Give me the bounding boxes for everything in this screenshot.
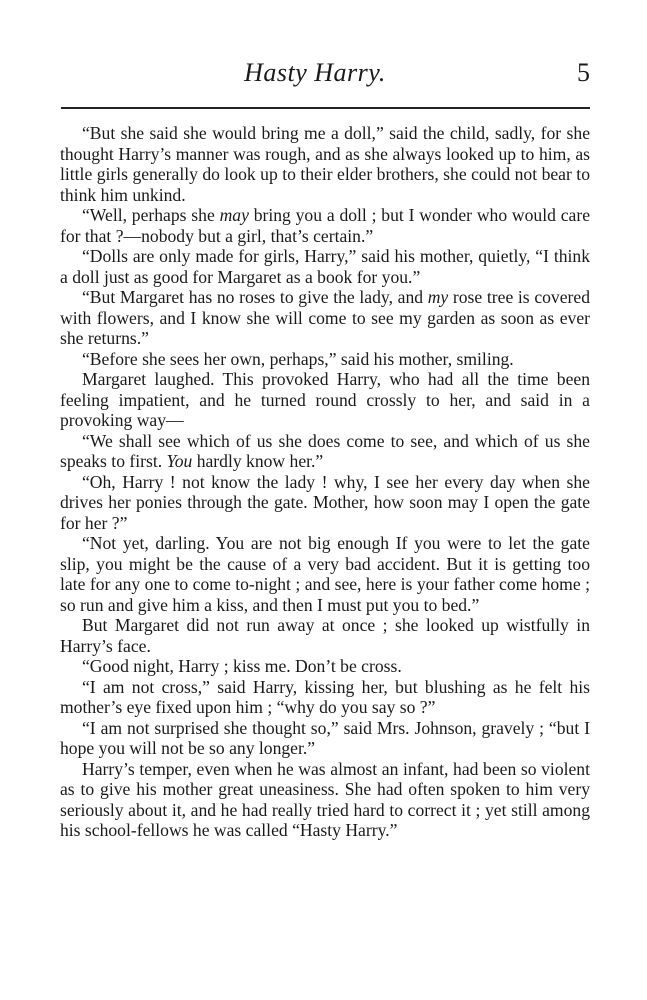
paragraph-2 xyxy=(60,205,590,246)
paragraph-13-text: “I am not surprised she thought so,” said Mrs. Johnson, gravely ; “but I hope you will not be so any longer.” xyxy=(60,717,590,758)
paragraph-4 xyxy=(60,287,590,349)
paragraph-7 xyxy=(60,431,590,472)
paragraph-13 xyxy=(60,718,590,759)
paragraph-6-text: Margaret laughed. This provoked Harry, who had all the time been feeling impatient, and he turned round crossly to her, and said in a provoking way— xyxy=(60,369,590,430)
page-number: 5 xyxy=(577,58,590,87)
paragraph-5 xyxy=(60,349,590,370)
paragraph-2-text-a: “Well, perhaps she xyxy=(82,205,220,225)
paragraph-10 xyxy=(60,615,590,656)
page-header xyxy=(60,56,590,96)
paragraph-14-text: Harry’s temper, even when he was almost an infant, had been so violent as to give his mother great uneasiness. She had often spoken to him very seriously about it, and he had really tried hard to correct it ; yet still among his school-fellows he was called “Hasty Harry.” xyxy=(60,758,590,840)
paragraph-4-text-b: rose tree is covered with flowers, and I know she will come to see my garden as soon as ever she returns.” xyxy=(60,287,591,348)
paragraph-11 xyxy=(60,656,590,677)
paragraph-7-emphasis: You xyxy=(166,451,193,471)
paragraph-11-text: “Good night, Harry ; kiss me. Don’t be cross. xyxy=(82,656,402,676)
paragraph-4-text-a: “But Margaret has no roses to give the lady, and xyxy=(82,287,428,307)
paragraph-7-text-b: hardly know her.” xyxy=(192,451,324,471)
paragraph-12-text: “I am not cross,” said Harry, kissing her, but blushing as he felt his mother’s eye fixed upon him ; “why do you say so ?” xyxy=(60,676,590,717)
paragraph-3 xyxy=(60,246,590,287)
paragraph-9-text: “Not yet, darling. You are not big enough If you were to let the gate slip, you might be the cause of a very bad accident. But it is getting too late for any one to come to-night ; and see, here is your father come home ; so run and give him a kiss, and then I must put you to bed.” xyxy=(60,533,590,615)
paragraph-2-emphasis: may xyxy=(219,205,249,225)
paragraph-1 xyxy=(60,123,590,205)
paragraph-10-text: But Margaret did not run away at once ; she looked up wistfully in Harry’s face. xyxy=(60,615,590,656)
header-rule xyxy=(61,107,590,109)
paragraph-3-text: “Dolls are only made for girls, Harry,” said his mother, quietly, “I think a doll just as good for Margaret as a book for you.” xyxy=(60,246,590,287)
paragraph-9 xyxy=(60,533,590,615)
paragraph-6 xyxy=(60,369,590,431)
body-text xyxy=(60,123,590,841)
paragraph-4-emphasis: my xyxy=(427,287,449,307)
paragraph-1-text: “But she said she would bring me a doll,” said the child, sadly, for she thought Harry’s manner was rough, and as she always looked up to him, as little girls generally do look up to their elder brothers, she could not bear to think him unkind. xyxy=(60,123,590,205)
paragraph-7-text-a: “We shall see which of us she does come to see, and which of us she speaks to first. xyxy=(60,430,590,471)
paragraph-5-text: “Before she sees her own, perhaps,” said his mother, smiling. xyxy=(82,348,514,369)
running-title: Hasty Harry. xyxy=(244,58,386,87)
paragraph-14 xyxy=(60,759,590,841)
paragraph-2-text-b: bring you a doll ; but I wonder who would care for that ?—nobody but a girl, that’s certain.” xyxy=(60,205,590,246)
paragraph-12 xyxy=(60,677,590,718)
paragraph-8-text: “Oh, Harry ! not know the lady ! why, I see her every day when she drives her ponies through the gate. Mother, how soon may I open the gate for her ?” xyxy=(60,471,590,533)
paragraph-8 xyxy=(60,472,590,534)
